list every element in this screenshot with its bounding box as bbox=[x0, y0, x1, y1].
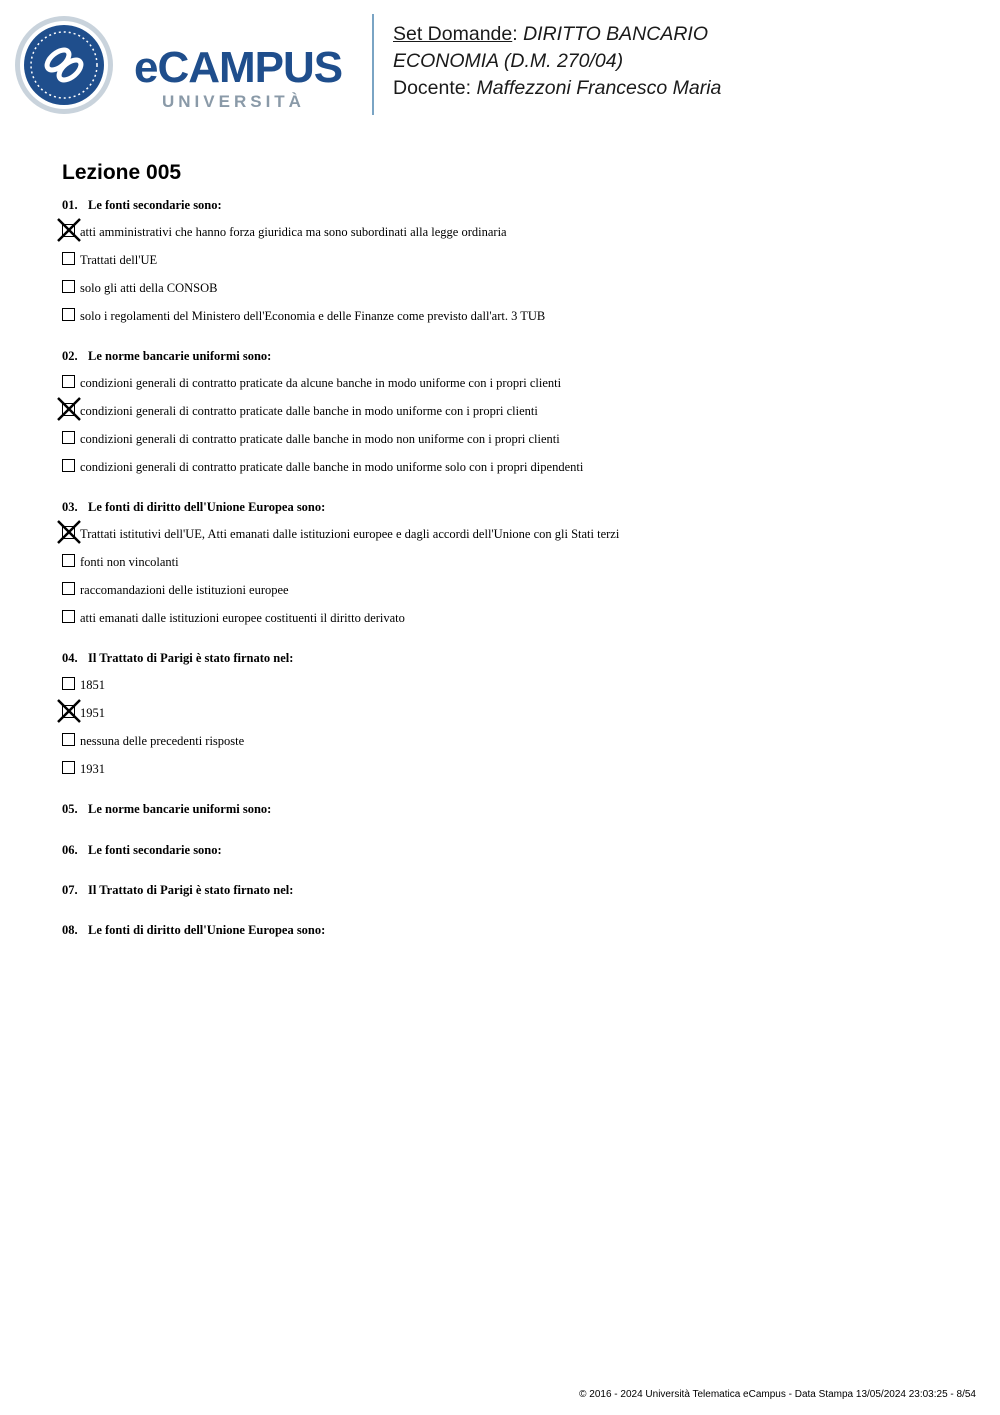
answer-text: Trattati dell'UE bbox=[80, 253, 158, 267]
question-label: Il Trattato di Parigi è stato firnato nel: bbox=[88, 883, 294, 897]
answer-text: nessuna delle precedenti risposte bbox=[80, 734, 245, 748]
question-text bbox=[62, 843, 222, 858]
answer-text: 1951 bbox=[80, 706, 105, 720]
question-label: Le fonti secondarie sono: bbox=[88, 843, 222, 857]
checkbox[interactable] bbox=[62, 733, 75, 746]
checkbox[interactable] bbox=[62, 431, 75, 444]
answer-text: raccomandazioni delle istituzioni europee bbox=[80, 583, 289, 597]
question-text bbox=[62, 198, 222, 213]
set-label: Set Domande bbox=[393, 23, 513, 45]
answer-text: atti emanati dalle istituzioni europee costituenti il diritto derivato bbox=[80, 611, 405, 625]
question-number: 02. bbox=[62, 349, 78, 363]
course-title-line2: ECONOMIA (D.M. 270/04) bbox=[393, 50, 624, 72]
question-label: Le fonti di diritto dell'Unione Europea sono: bbox=[88, 923, 326, 937]
question-number: 01. bbox=[62, 198, 78, 212]
teacher-name: Maffezzoni Francesco Maria bbox=[476, 77, 722, 99]
cross-mark-icon bbox=[57, 520, 81, 544]
question-text bbox=[62, 802, 271, 817]
question-label: Le fonti di diritto dell'Unione Europea sono: bbox=[88, 500, 326, 514]
question-label: Le norme bancarie uniformi sono: bbox=[88, 349, 272, 363]
answer-text: condizioni generali di contratto praticate da alcune banche in modo uniforme con i propri clienti bbox=[80, 376, 562, 390]
course-info: Set Domande: DIRITTO BANCARIO ECONOMIA (D.M. 270/04) Docente: Maffezzoni Francesco Maria bbox=[393, 21, 983, 102]
question-number: 08. bbox=[62, 923, 78, 937]
checkbox[interactable] bbox=[62, 610, 75, 623]
answer-text: 1931 bbox=[80, 762, 105, 776]
question-label: Il Trattato di Parigi è stato firnato nel: bbox=[88, 651, 294, 665]
answer-text: condizioni generali di contratto praticate dalle banche in modo uniforme solo con i propri dipendenti bbox=[80, 460, 584, 474]
answer-text: atti amministrativi che hanno forza giuridica ma sono subordinati alla legge ordinaria bbox=[80, 225, 507, 239]
cross-mark-icon bbox=[57, 397, 81, 421]
page-footer: © 2016 - 2024 Università Telematica eCampus - Data Stampa 13/05/2024 23:03:25 - 8/54 bbox=[579, 1389, 976, 1400]
question-text bbox=[62, 883, 293, 898]
svg-text:UNIVERSITÀ: UNIVERSITÀ bbox=[162, 92, 305, 111]
ecampus-logo bbox=[14, 14, 359, 118]
question-number: 04. bbox=[62, 651, 78, 665]
checkbox[interactable] bbox=[62, 252, 75, 265]
teacher-label: Docente bbox=[393, 77, 466, 99]
question-text bbox=[62, 651, 293, 666]
checkbox[interactable] bbox=[62, 375, 75, 388]
checkbox[interactable] bbox=[62, 677, 75, 690]
cross-mark-icon bbox=[57, 699, 81, 723]
answer-text: 1851 bbox=[80, 678, 105, 692]
checkbox[interactable] bbox=[62, 308, 75, 321]
answer-text: fonti non vincolanti bbox=[80, 555, 179, 569]
svg-text:eCAMPUS: eCAMPUS bbox=[134, 43, 343, 92]
header-divider bbox=[372, 14, 374, 115]
checkbox[interactable] bbox=[62, 280, 75, 293]
question-number: 07. bbox=[62, 883, 78, 897]
answer-text: condizioni generali di contratto praticate dalle banche in modo uniforme con i propri clienti bbox=[80, 404, 538, 418]
question-number: 06. bbox=[62, 843, 78, 857]
checkbox[interactable] bbox=[62, 761, 75, 774]
cross-mark-icon bbox=[57, 218, 81, 242]
question-label: Le fonti secondarie sono: bbox=[88, 198, 222, 212]
answer-text: condizioni generali di contratto praticate dalle banche in modo non uniforme con i propri clienti bbox=[80, 432, 560, 446]
question-label: Le norme bancarie uniformi sono: bbox=[88, 802, 272, 816]
question-text bbox=[62, 349, 271, 364]
checkbox[interactable] bbox=[62, 554, 75, 567]
lesson-title: Lezione 005 bbox=[62, 161, 182, 184]
checkbox[interactable] bbox=[62, 582, 75, 595]
question-number: 05. bbox=[62, 802, 78, 816]
checkbox[interactable] bbox=[62, 459, 75, 472]
answer-text: Trattati istitutivi dell'UE, Atti emanati dalle istituzioni europee e dagli accordi dell'Unione con gli Stati terzi bbox=[80, 527, 620, 541]
question-text bbox=[62, 500, 325, 515]
page-header bbox=[0, 0, 1000, 130]
course-title-line1: DIRITTO BANCARIO bbox=[523, 23, 709, 45]
question-number: 03. bbox=[62, 500, 78, 514]
answer-text: solo i regolamenti del Ministero dell'Economia e delle Finanze come previsto dall'art. 3 TUB bbox=[80, 309, 546, 323]
answer-text: solo gli atti della CONSOB bbox=[80, 281, 218, 295]
question-text bbox=[62, 923, 325, 938]
